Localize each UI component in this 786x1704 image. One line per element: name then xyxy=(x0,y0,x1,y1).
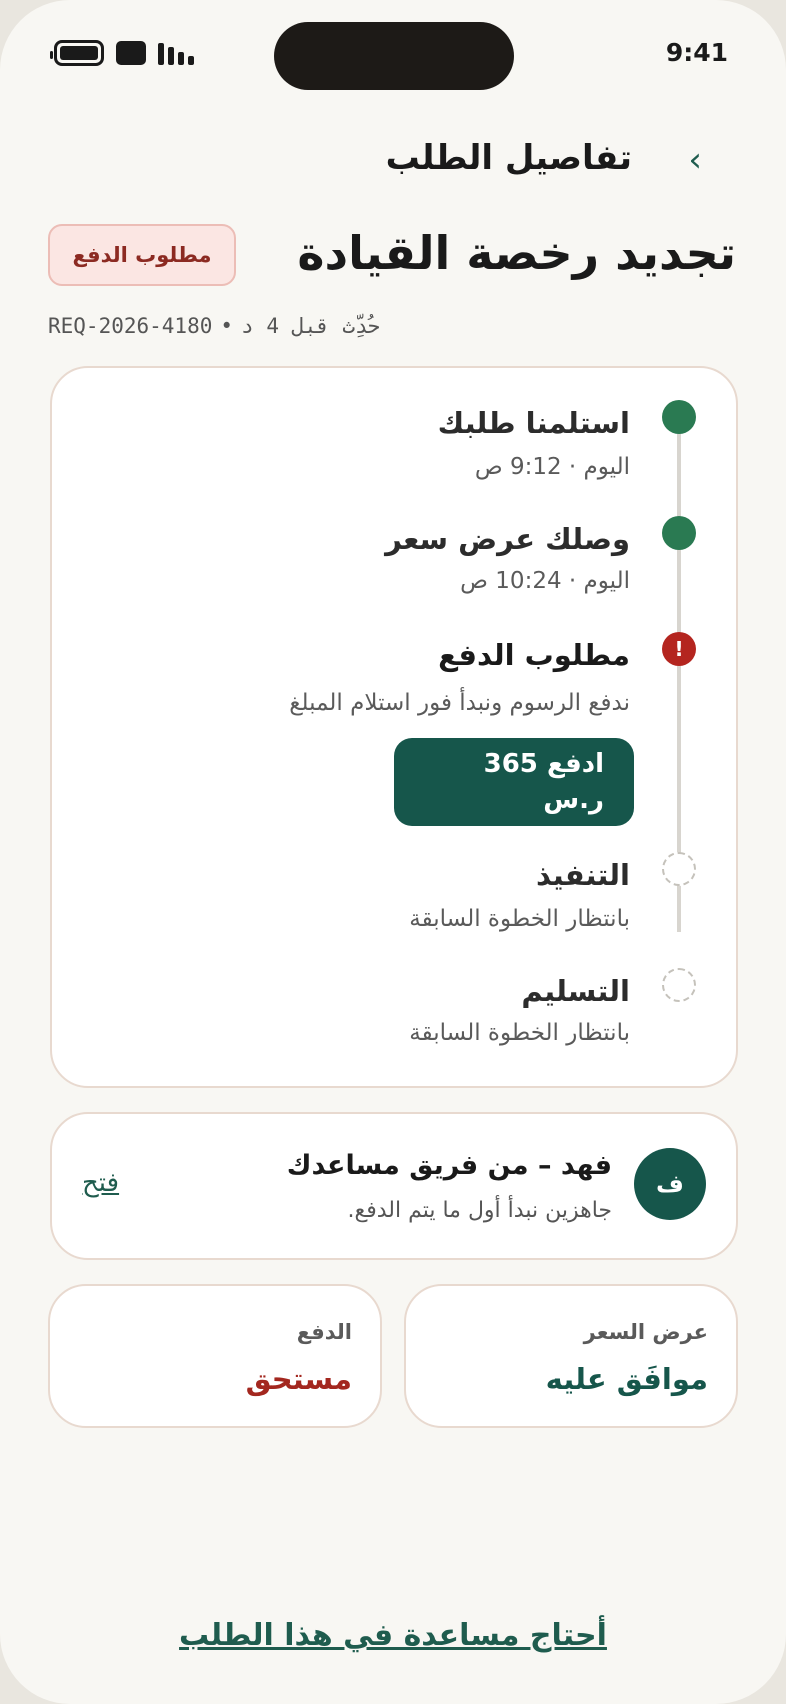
step-done-icon xyxy=(662,516,696,550)
updated-time: حُدِّث قبل 4 د xyxy=(241,314,381,338)
avatar: ف xyxy=(634,1148,706,1220)
signal-icon xyxy=(158,41,194,65)
page-title: تجديد رخصة القيادة xyxy=(297,226,736,280)
step-title: وصلك عرض سعر xyxy=(385,522,630,556)
step-subtitle: اليوم · 10:24 ص xyxy=(460,568,630,594)
helper-name: فهد – من فريق مساعدك xyxy=(286,1150,612,1181)
step-subtitle: بانتظار الخطوة السابقة xyxy=(409,906,630,932)
step-subtitle: بانتظار الخطوة السابقة xyxy=(409,1020,630,1046)
back-button[interactable] xyxy=(688,140,702,180)
request-id: REQ-2026-4180 xyxy=(48,314,213,338)
step-done-icon xyxy=(662,400,696,434)
pay-button-currency: ر.س xyxy=(543,785,604,815)
dynamic-island xyxy=(274,22,514,90)
pay-button[interactable] xyxy=(394,738,634,826)
helper-card xyxy=(50,1112,738,1260)
step-subtitle: اليوم · 9:12 ص xyxy=(474,454,630,480)
payment-label: الدفع xyxy=(296,1320,352,1344)
status-badge: مطلوب الدفع xyxy=(48,224,236,286)
step-title: مطلوب الدفع xyxy=(438,638,630,672)
pay-button-amount: ادفع 365 xyxy=(483,749,604,779)
status-time: 9:41 xyxy=(665,38,728,67)
wifi-icon xyxy=(116,41,146,65)
helper-message: جاهزين نبدأ أول ما يتم الدفع. xyxy=(347,1198,612,1223)
step-pending-icon xyxy=(662,852,696,886)
quote-label: عرض السعر xyxy=(583,1320,708,1344)
step-title: استلمنا طلبك xyxy=(437,406,630,440)
quote-value: موافَق عليه xyxy=(545,1362,708,1396)
step-pending-icon xyxy=(662,968,696,1002)
chevron-left-icon: ‹ xyxy=(688,140,702,180)
payment-value: مستحق xyxy=(245,1362,352,1396)
battery-icon xyxy=(54,40,104,66)
step-title: التنفيذ xyxy=(536,858,630,892)
timeline-card xyxy=(50,366,738,1088)
nav-title: تفاصيل الطلب xyxy=(385,138,632,178)
status-icons xyxy=(54,40,194,66)
help-link[interactable]: أحتاج مساعدة في هذا الطلب xyxy=(179,1618,607,1653)
payment-summary-card xyxy=(48,1284,382,1428)
step-title: التسليم xyxy=(521,974,630,1008)
alert-icon: ! xyxy=(662,632,696,666)
open-chat-link[interactable]: فتح xyxy=(82,1168,120,1198)
request-meta: REQ-2026-4180 • حُدِّث قبل 4 د xyxy=(48,314,381,338)
step-subtitle: ندفع الرسوم ونبدأ فور استلام المبلغ xyxy=(289,690,630,716)
quote-summary-card xyxy=(404,1284,738,1428)
